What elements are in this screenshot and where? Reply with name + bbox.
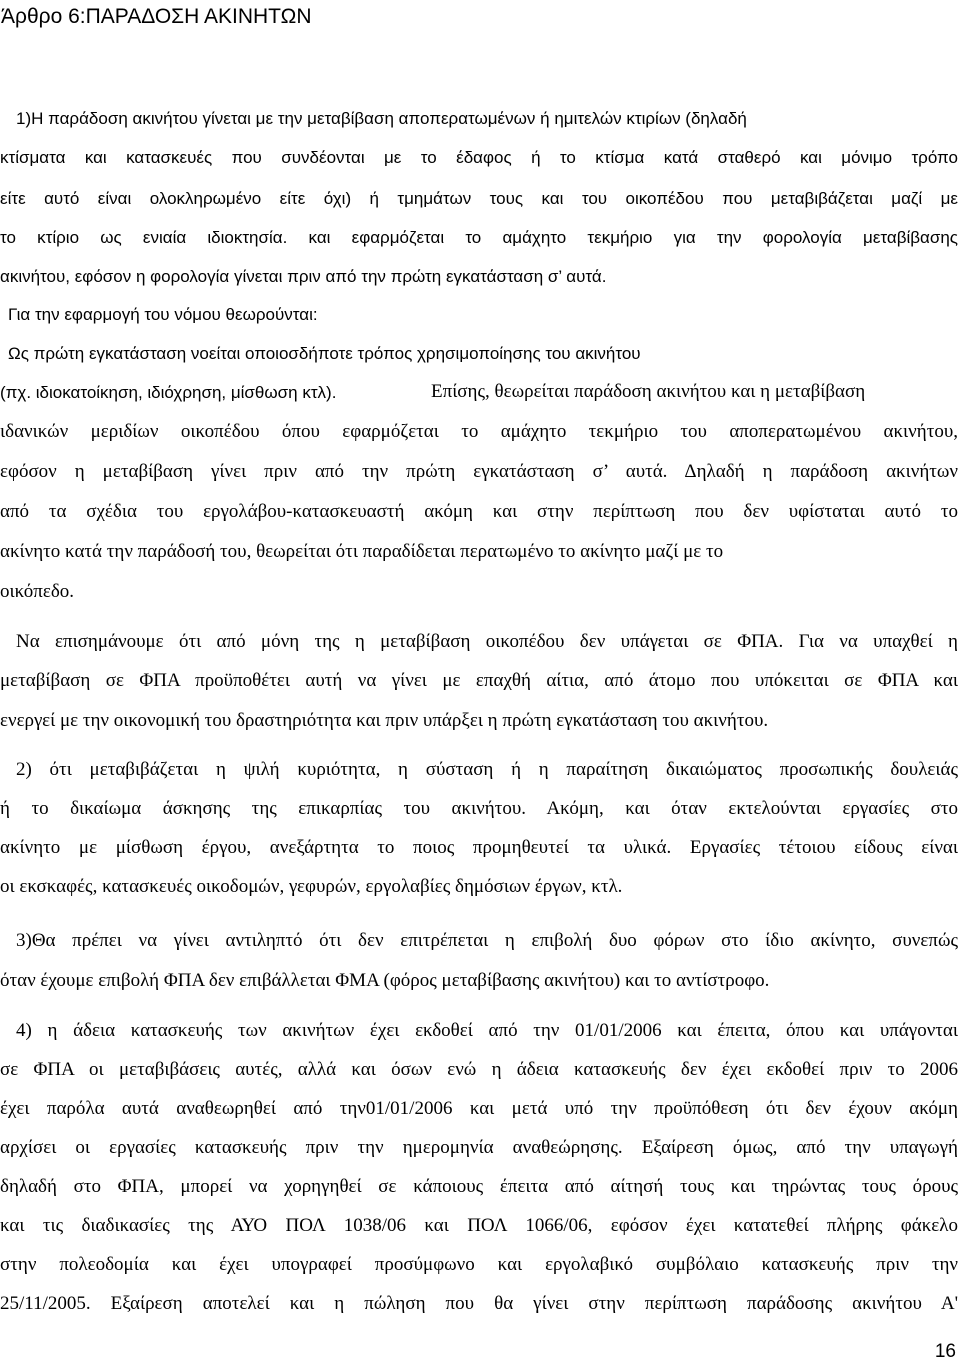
text-line: 1)Η παράδοση ακινήτου γίνεται με την μεταβίβαση αποπερατωμένων ή ημιτελών κτιρίων (δηλαδή bbox=[16, 109, 747, 128]
article-title: Άρθρο 6:ΠΑΡΑΔΟΣΗ ΑΚΙΝΗΤΩΝ bbox=[1, 5, 312, 28]
text-line: κτίσματα και κατασκευές που συνδέονται με το έδαφος ή το κτίσμα κατά σταθερό και μόνιμο τρόπο bbox=[0, 148, 958, 167]
text-line: ή το δικαίωμα άσκησης της επικαρπίας του ακινήτου. Ακόμη, και όταν εκτελούνται εργασίες στο bbox=[0, 798, 958, 819]
text-line: και τις διαδικασίες της ΑΥΟ ΠΟΛ 1038/06 και ΠΟΛ 1066/06, εφόσον έχει κατατεθεί πλήρης φάκελο bbox=[0, 1215, 958, 1236]
text-line: ακινήτου, εφόσον η φορολογία γίνεται πριν από την πρώτη εγκατάσταση σ’ αυτά. bbox=[0, 267, 607, 286]
text-line: ακίνητο κατά την παράδοσή του, θεωρείται ότι παραδίδεται περατωμένο το ακίνητο μαζί με το bbox=[0, 541, 724, 562]
text-line: το κτίριο ως ενιαία ιδιοκτησία. και εφαρμόζεται το αμάχητο τεκμήριο για την φορολογία μεταβίβασης bbox=[0, 228, 958, 247]
text-line: μεταβίβαση σε ΦΠΑ προϋποθέτει αυτή να γίνει με επαχθή αίτια, από άτομο που υπόκειται σε ΦΠΑ και bbox=[0, 670, 958, 691]
text-line: ακίνητο με μίσθωση έργου, ανεξάρτητα το ποιος προμηθευτεί τα υλικά. Εργασίες τέτοιου είδους είναι bbox=[0, 837, 958, 858]
text-line: (πχ. ιδιοκατοίκηση, ιδιόχρηση, μίσθωση κτλ). bbox=[0, 383, 337, 402]
text-line: στην πολεοδομία και έχει υπογραφεί προσύμφωνο και εργολαβικό συμβόλαιο κατασκευής πριν την bbox=[0, 1254, 958, 1275]
text-line: Επίσης, θεωρείται παράδοση ακινήτου και η μεταβίβαση bbox=[431, 381, 866, 402]
text-line: έχει παρόλα αυτά αναθεωρηθεί από την01/01/2006 και μετά υπό την προϋπόθεση ότι δεν έχουν ακόμη bbox=[0, 1098, 958, 1119]
text-line: Να επισημάνουμε ότι από μόνη της η μεταβίβαση οικοπέδου δεν υπάγεται σε ΦΠΑ. Για να υπαχθεί η bbox=[16, 631, 958, 652]
text-line: Ως πρώτη εγκατάσταση νοείται οποιοσδήποτε τρόπος χρησιμοποίησης του ακινήτου bbox=[8, 344, 641, 363]
text-line: εφόσον η μεταβίβαση γίνει πριν από την πρώτη εγκατάσταση σ’ αυτά. Δηλαδή η παράδοση ακινήτων bbox=[0, 461, 958, 482]
text-line: οι εκσκαφές, κατασκευές οικοδομών, γεφυρών, εργολαβίες δημόσιων έργων, κτλ. bbox=[0, 876, 623, 897]
text-line: οικόπεδο. bbox=[0, 581, 75, 602]
text-line: 4) η άδεια κατασκευής των ακινήτων έχει εκδοθεί από την 01/01/2006 και έπειτα, όπου και υπάγονται bbox=[16, 1020, 958, 1041]
text-line: όταν έχουμε επιβολή ΦΠΑ δεν επιβάλλεται ΦΜΑ (φόρος μεταβίβασης ακινήτου) και το αντίστροφο. bbox=[0, 970, 770, 991]
text-line: Για την εφαρμογή του νόμου θεωρούνται: bbox=[8, 305, 318, 324]
text-line: αρχίσει οι εργασίες κατασκευής πριν την ημερομηνία αναθεώρησης. Εξαίρεση όμως, από την υπαγωγή bbox=[0, 1137, 958, 1158]
text-line: δηλαδή στο ΦΠΑ, μπορεί να χορηγηθεί σε κάποιους έπειτα από αίτησή τους και τηρώντας τους όρους bbox=[0, 1176, 958, 1197]
text-line: 3)Θα πρέπει να γίνει αντιληπτό ότι δεν επιτρέπεται η επιβολή δυο φόρων στο ίδιο ακίνητο, συνεπώς bbox=[16, 930, 958, 951]
text-line: ενεργεί με την οικονομική του δραστηριότητα και πριν υπάρξει η πρώτη εγκατάσταση του ακινήτου. bbox=[0, 710, 769, 731]
text-line: σε ΦΠΑ οι μεταβιβάσεις αυτές, αλλά και όσων ενώ η άδεια κατασκευής δεν έχει εκδοθεί πριν το 2006 bbox=[0, 1059, 958, 1080]
page-number: 16 bbox=[934, 1341, 956, 1362]
text-line: ιδανικών μεριδίων οικοπέδου όπου εφαρμόζεται το αμάχητο τεκμήριο του αποπερατωμένου ακινήτου, bbox=[0, 421, 958, 442]
text-line: είτε αυτό είναι ολοκληρωμένο είτε όχι) ή τμημάτων τους και του οικοπέδου που μεταβιβάζεται μαζί με bbox=[0, 189, 958, 208]
text-line: 2) ότι μεταβιβάζεται η ψιλή κυριότητα, η σύσταση ή η παραίτηση δικαιώματος προσωπικής δουλειάς bbox=[16, 759, 958, 780]
text-line: 25/11/2005. Εξαίρεση αποτελεί και η πώληση που θα γίνει στην περίπτωση παράδοσης ακινήτου Α' bbox=[0, 1293, 958, 1314]
text-line: από τα σχέδια του εργολάβου-κατασκευαστή ακόμη και στην περίπτωση που δεν υφίσταται αυτό το bbox=[0, 501, 958, 522]
